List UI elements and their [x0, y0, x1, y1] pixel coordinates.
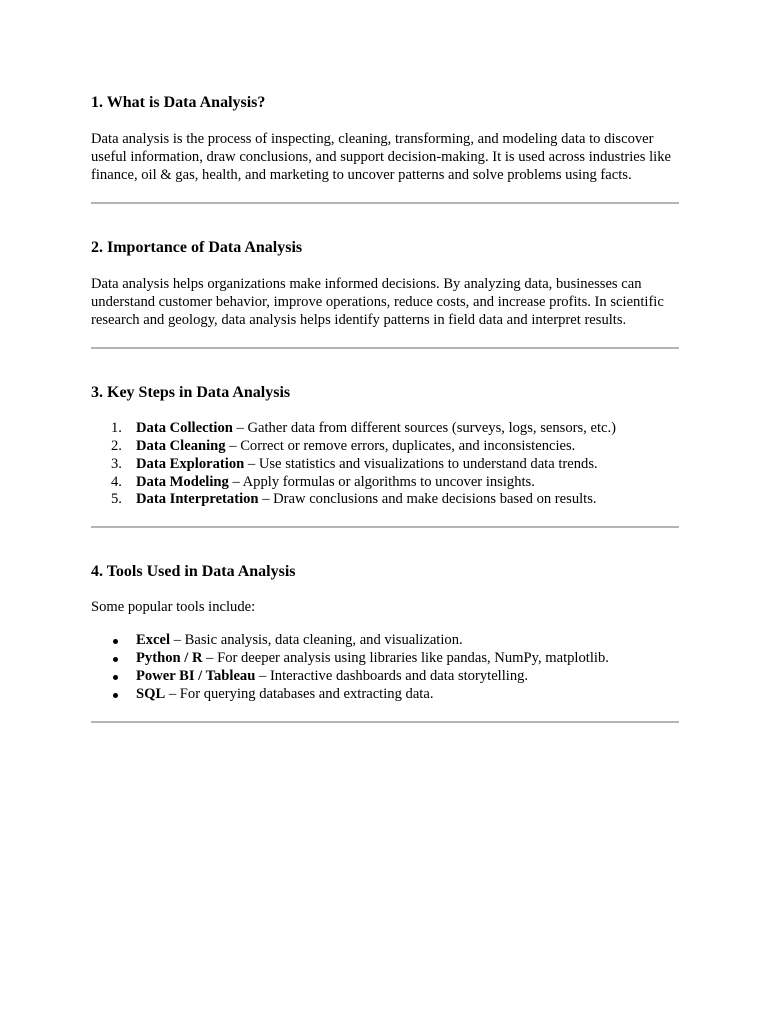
list-number: 4. — [111, 473, 122, 490]
section-4-heading: 4. Tools Used in Data Analysis — [91, 563, 296, 581]
section-2-paragraph: Data analysis helps organizations make informed decisions. By analyzing data, businesses can understand customer behavior, improve operations, reduce costs, and increase profits. In scientific research and geology, data analysis helps identify patterns in field data and interpret results. — [91, 275, 664, 329]
bullet-icon — [113, 675, 118, 680]
bullet-icon — [113, 657, 118, 662]
section-1-heading: 1. What is Data Analysis? — [91, 94, 266, 111]
bullet-icon — [113, 639, 118, 644]
step-term: Data Exploration — [136, 455, 245, 472]
list-item — [91, 474, 679, 492]
step-description: – Gather data from different sources (surveys, logs, sensors, etc.) — [232, 420, 616, 437]
section-divider — [91, 347, 679, 349]
step-term: Data Cleaning — [136, 438, 226, 455]
list-number: 1. — [111, 420, 122, 437]
tool-term: Excel — [136, 632, 171, 649]
list-item — [91, 686, 679, 704]
step-term: Data Collection — [136, 420, 233, 437]
list-item — [91, 420, 679, 438]
list-item — [91, 668, 679, 686]
section-divider — [91, 526, 679, 528]
list-item — [91, 456, 679, 474]
section-1-paragraph: Data analysis is the process of inspecting, cleaning, transforming, and modeling data to discover useful information, draw conclusions, and support decision-making. It is used across industries like finance, oil & gas, health, and marketing to uncover patterns and solve problems using facts. — [91, 131, 671, 184]
step-term: Data Modeling — [136, 473, 229, 490]
list-number: 2. — [111, 438, 122, 455]
tools-list — [91, 632, 679, 703]
list-number: 5. — [111, 491, 122, 508]
tool-description: – Interactive dashboards and data storytelling. — [255, 668, 529, 684]
step-description: – Apply formulas or algorithms to uncover insights. — [228, 473, 535, 490]
tool-description: – For deeper analysis using libraries like pandas, NumPy, matplotlib. — [202, 650, 609, 667]
list-item — [91, 491, 679, 509]
tool-description: – For querying databases and extracting data. — [165, 685, 434, 702]
tool-term: Python / R — [136, 650, 203, 667]
list-item — [91, 650, 679, 668]
bullet-icon — [113, 693, 118, 698]
list-number: 3. — [111, 455, 122, 472]
step-description: – Correct or remove errors, duplicates, and inconsistencies. — [225, 438, 576, 455]
step-description: – Draw conclusions and make decisions based on results. — [258, 491, 597, 508]
tool-term: Power BI / Tableau — [136, 668, 256, 684]
tool-term: SQL — [136, 685, 166, 702]
section-3-heading: 3. Key Steps in Data Analysis — [91, 384, 291, 402]
document-page — [91, 93, 679, 723]
steps-list — [91, 420, 679, 509]
step-description: – Use statistics and visualizations to understand data trends. — [244, 455, 598, 472]
section-2-heading: 2. Importance of Data Analysis — [91, 238, 303, 256]
tool-description: – Basic analysis, data cleaning, and visualization. — [170, 632, 463, 649]
section-4-intro: Some popular tools include: — [91, 599, 256, 616]
section-divider — [91, 202, 679, 204]
section-divider — [91, 721, 679, 723]
list-item — [91, 438, 679, 456]
list-item — [91, 632, 679, 650]
step-term: Data Interpretation — [136, 491, 259, 508]
